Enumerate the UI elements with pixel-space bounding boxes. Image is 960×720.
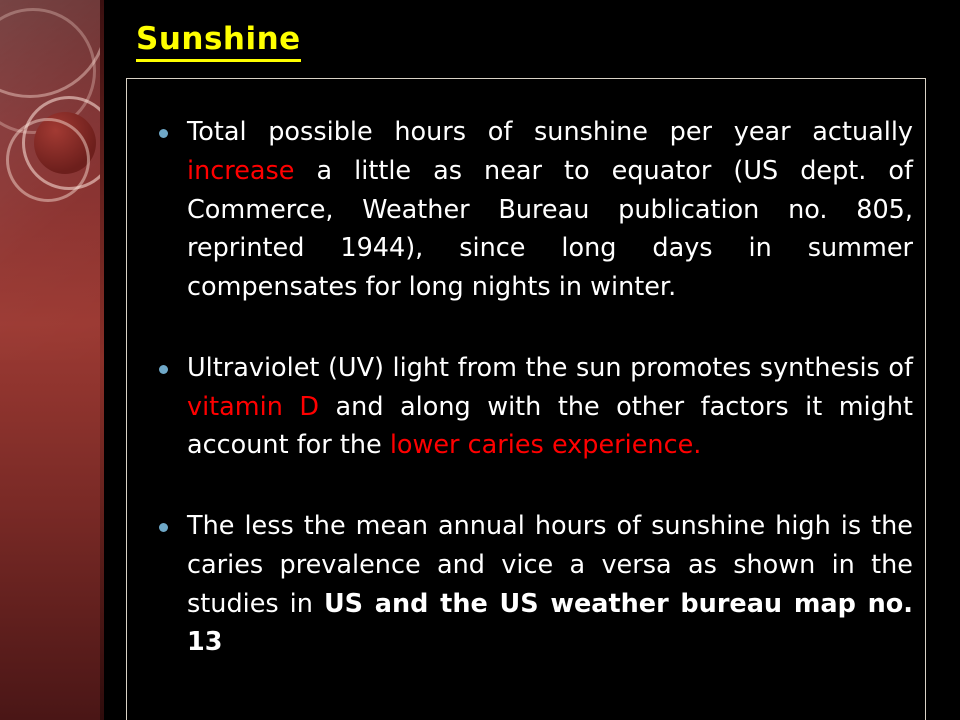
bullet-3-seg-1: US and the US weather bureau map no. 13 bbox=[187, 588, 913, 658]
bullet-1-seg-1: increase bbox=[187, 155, 295, 186]
decorative-left-band bbox=[0, 0, 104, 720]
bullet-dot-icon bbox=[159, 129, 168, 138]
band-edge-divider bbox=[100, 0, 104, 720]
bullet-3-seg-0: The less the mean annual hours of sunshine high is the caries prevalence and vice a versa as shown in the studies in bbox=[187, 511, 913, 619]
bullet-2-seg-2: and along with the other factors it might account for the bbox=[187, 391, 913, 461]
list-item bbox=[145, 113, 913, 307]
list-item bbox=[145, 349, 913, 465]
bullet-2-seg-1: vitamin D bbox=[187, 391, 320, 422]
list-item bbox=[145, 507, 913, 662]
bullet-dot-icon bbox=[159, 365, 168, 374]
page-title: Sunshine bbox=[136, 22, 301, 62]
bullet-1-seg-0: Total possible hours of sunshine per year actually bbox=[187, 117, 913, 147]
bullet-dot-icon bbox=[159, 523, 168, 532]
circle-decoration-icon bbox=[6, 118, 90, 202]
bullet-2-seg-0: Ultraviolet (UV) light from the sun promotes synthesis of bbox=[187, 352, 913, 383]
bullet-1-seg-2: a little as near to equator (US dept. of Commerce, Weather Bureau publication no. 805, reprinted 1944), since long days in summer compensates for long nights in winter. bbox=[187, 155, 913, 302]
content-box bbox=[126, 78, 926, 720]
bullet-list bbox=[145, 113, 913, 662]
bullet-2-seg-3: lower caries experience. bbox=[389, 430, 702, 461]
